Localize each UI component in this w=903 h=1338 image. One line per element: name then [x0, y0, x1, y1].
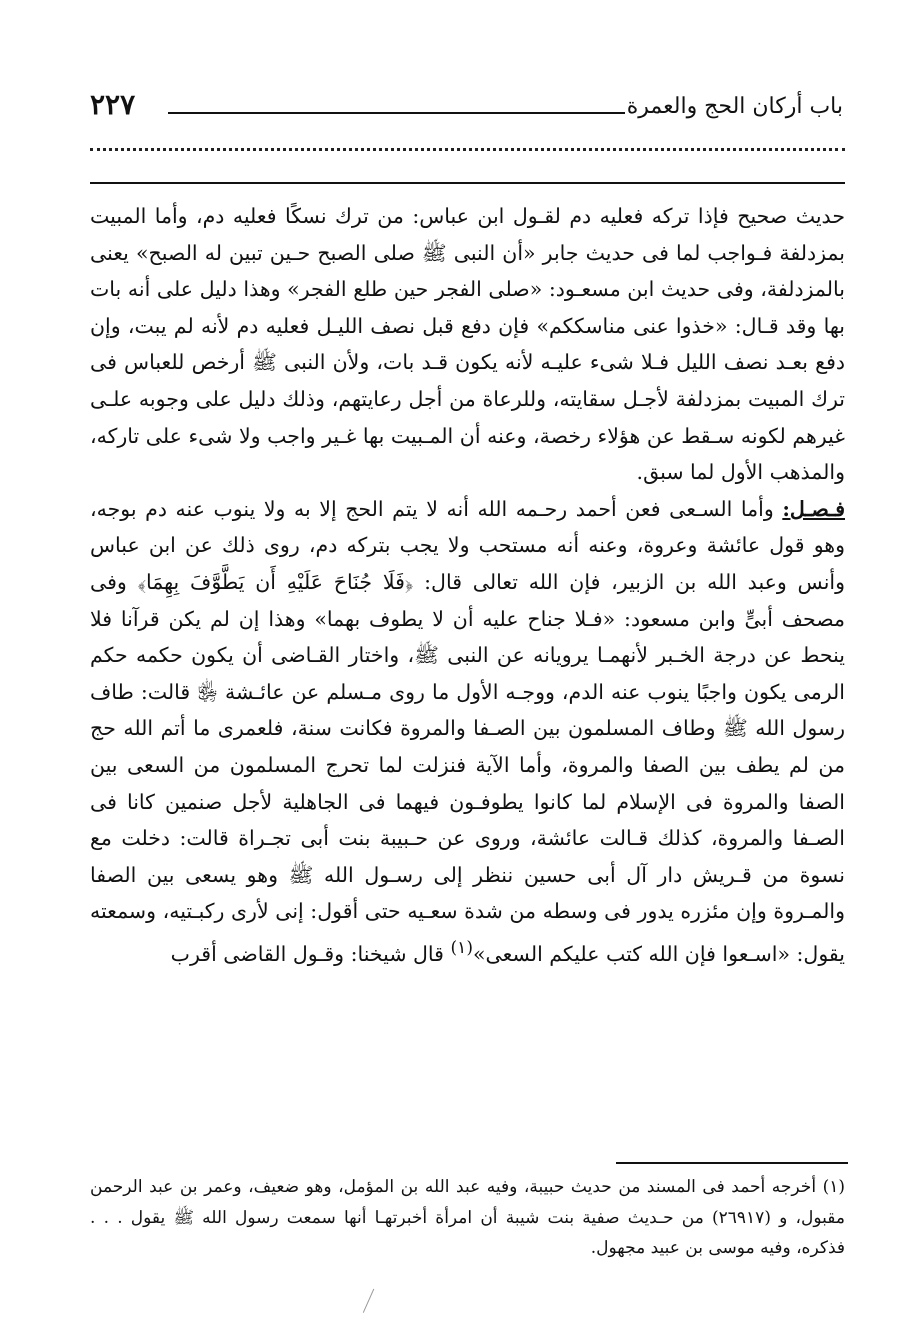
paragraph-2-text: وأما السـعى فعن أحمد رحـمه الله أنه لا يتم الحج إلا به ولا ينوب عنه دم بوجه، وهو قول عائشة وعروة، وعنه أنه مستحب ولا يجب بتركه دم، روى ذلك عن ابن عباس وأنس وعبد الله بن الزبير، فإن الله تعالى قال: ﴿فَلَا جُنَاحَ عَلَيْهِ أَن يَطَّوَّفَ بِهِمَا﴾ وفى مصحف أبىٍّ وابن مسعود: «فـلا جناح عليه أن لا يطوف بهما» وهذا إن لم يكن قرآنا فلا ينحط عن درجة الخـبر لأنهمـا يرويانه عن النبى ﷺ، واختار القـاضى أن يكون حكمه حكم الرمى يكون واجبًا ينوب عنه الدم، ووجـه الأول ما روى مـسلم عن عائـشة ﵂ قالت: طاف رسول الله ﷺ وطاف المسلمون بين الصـفا والمروة فكانت سنة، فلعمرى ما أتم الله حج من لم يطف بين الصفا والمروة، وأما الآية فنزلت لما تحرج المسلمون من السعى بين الصفا والمروة فى الإسلام لما كانوا يطوفـون فيهما فى الجاهلية لأجل صنمين كانا فى الصـفا والمروة، كذلك قـالت عائشة، وروى عن حـبيبة بنت أبى تجـراة قالت: دخلت مع نسوة من قـريش دار آل أبى حسين ننظر إلى رسـول الله ﷺ وهو يسعى بين الصفا والمـروة وإن مئزره يدور فى وسطه من شدة سعـيه حتى أقول: إنى لأرى ركبـتيه، وسمعته يقول: «اسـعوا فإن الله كتب عليكم السعى»	[90, 496, 845, 966]
page-number: ٢٢٧	[90, 88, 136, 121]
solid-divider	[90, 182, 845, 184]
footnotes	[90, 1172, 845, 1264]
footnote-rule	[616, 1162, 848, 1164]
paragraph-2-tail: قال شيخنا: وقـول القاضى أقرب	[170, 941, 451, 966]
scan-mark	[363, 1289, 375, 1314]
paragraph-2	[90, 491, 845, 973]
paragraph-1: حديث صحيح فإذا تركه فعليه دم لقـول ابن عباس: من ترك نسكًا فعليه دم، وأما المبيت بمزدلفة فـواجب لما فى حديث جابر «أن النبى ﷺ صلى الصبح حـين تبين له الصبح» يعنى بالمزدلفة، وفى حديث ابن مسعـود: «صلى الفجر حين طلع الفجر» وهذا دليل على أنه بات بها وقد قـال: «خذوا عنى مناسككم» فإن دفع قبل نصف الليـل فعليه دم لأنه لم يبت، وإن دفع بعـد نصف الليل فـلا شىء عليـه لأنه يكون قـد بات، ولأن النبى ﷺ أرخص للعباس فى ترك المبيت بمزدلفة لأجـل سقايته، وللرعاة من أجل رعايتهم، وذلك دليل على وجوبه علـى غيرهم لكونه سـقط عن هؤلاء رخصة، وعنه أن المـبيت بها غـير واجب ولا شىء على تاركه، والمذهب الأول لما سبق.	[90, 204, 845, 485]
main-text	[90, 198, 845, 972]
dotted-divider	[90, 148, 845, 151]
page-header	[90, 88, 843, 138]
footnote-1: (١) أخرجه أحمد فى المسند من حديث حبيبة، وفيه عبد الله بن المؤمل، وهو ضعيف، وعمر بن عبد الرحمن مقبول، و (٢٦٩١٧) من حـديث صفية بنت شيبة أن امرأة أخبرتهـا أنها سمعت رسول الله ﷺ يقول . . . فذكره، وفيه موسى بن عبيد مجهول.	[90, 1177, 845, 1258]
header-rule	[168, 112, 625, 114]
running-title: باب أركان الحج والعمرة	[626, 94, 843, 119]
section-label: فـصـل:	[782, 496, 845, 521]
footnote-reference[interactable]: (١)	[450, 937, 474, 958]
